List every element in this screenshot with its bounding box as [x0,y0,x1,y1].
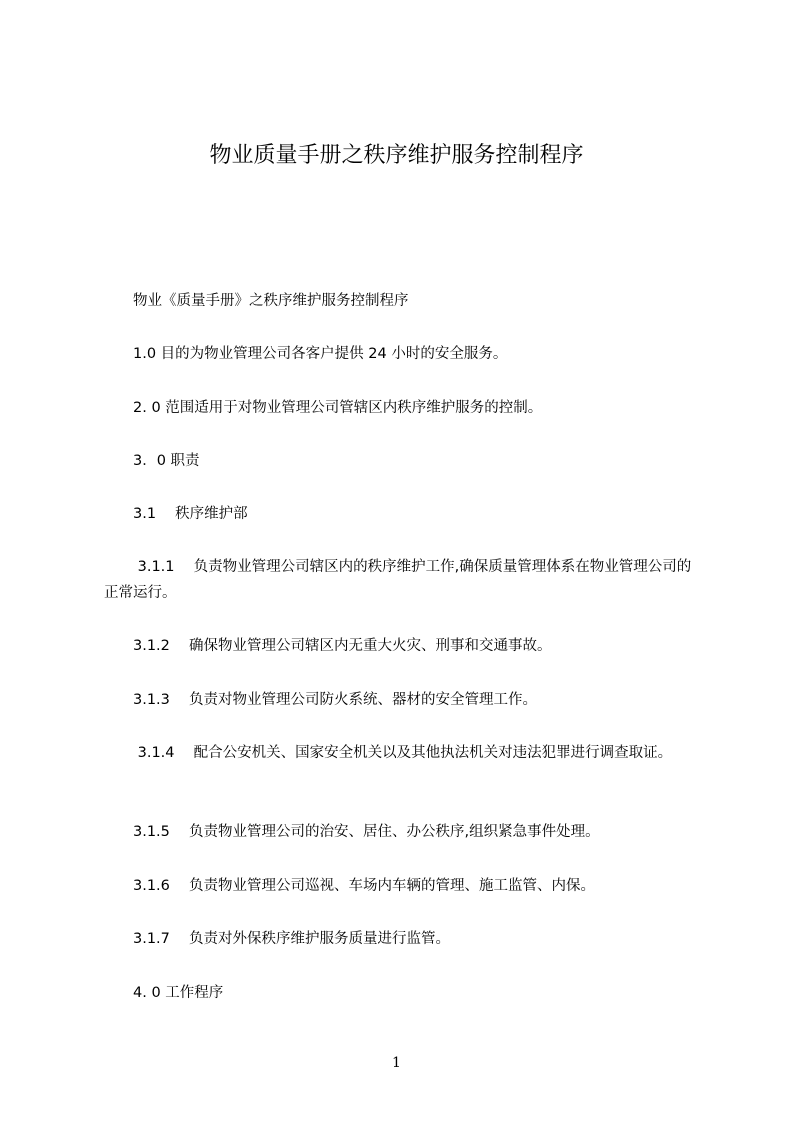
paragraph-3-1-3: 3.1.3 负责对物业管理公司防火系统、器材的安全管理工作。 [104,692,538,708]
paragraph-3-1-4: 3.1.4 配合公安机关、国家安全机关以及其他执法机关对违法犯罪进行调查取证。 [104,745,673,761]
paragraph-3-1-6: 3.1.6 负责物业管理公司巡视、车场内车辆的管理、施工监管、内保。 [104,878,596,894]
paragraph-intro: 物业《质量手册》之秩序维护服务控制程序 [104,293,409,309]
paragraph-3-1-7: 3.1.7 负责对外保秩序维护服务质量进行监管。 [104,931,451,947]
paragraph-3-1-5: 3.1.5 负责物业管理公司的治安、居住、办公秩序,组织紧急事件处理。 [104,824,600,840]
document-title: 物业质量手册之秩序维护服务控制程序 [209,143,584,168]
paragraph-work-procedure: 4. 0 工作程序 [104,985,224,1001]
paragraph-3-1-1: 3.1.1 负责物业管理公司辖区内的秩序维护工作,确保质量管理体系在物业管理公司的正常运行。 [104,559,692,601]
paragraph-purpose: 1.0 目的为物业管理公司各客户提供 24 小时的安全服务。 [104,346,508,362]
paragraph-responsibilities: 3．0 职责 [104,453,200,469]
paragraph-3-1-2: 3.1.2 确保物业管理公司辖区内无重大火灾、刑事和交通事故。 [104,638,552,654]
page-number: 1 [392,1055,401,1071]
paragraph-3-1: 3.1 秩序维护部 [104,506,248,522]
paragraph-scope: 2. 0 范围适用于对物业管理公司管辖区内秩序维护服务的控制。 [104,400,543,416]
